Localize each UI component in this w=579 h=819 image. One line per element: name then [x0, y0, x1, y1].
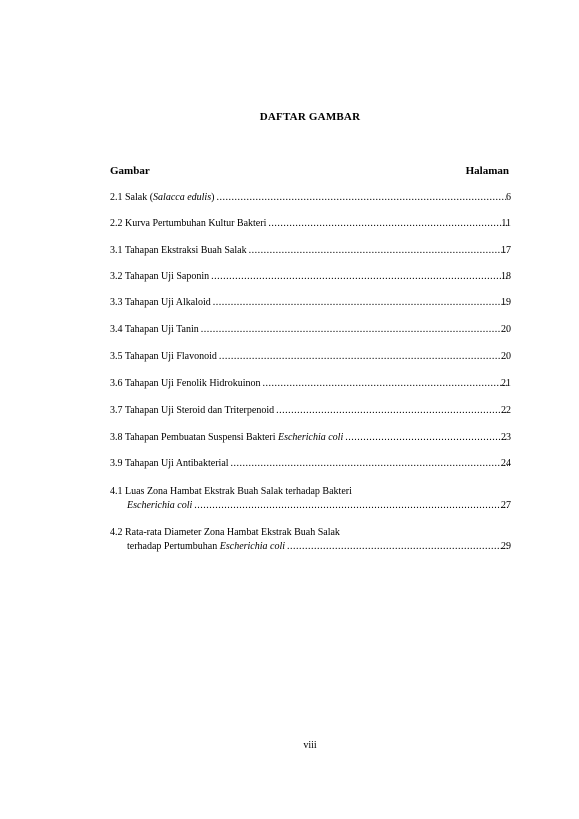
entry-title: 3.6 Tahapan Uji Fenolik Hidrokuinon	[110, 378, 261, 389]
toc-entry	[110, 431, 510, 445]
toc-entry	[110, 404, 510, 418]
entry-page-number: 29	[501, 541, 511, 552]
entry-title: 3.4 Tahapan Uji Tanin	[110, 324, 199, 335]
entry-title: 3.1 Tahapan Ekstraksi Buah Salak	[110, 245, 247, 256]
entry-title: 2.2 Kurva Pertumbuhan Kultur Bakteri	[110, 218, 267, 229]
leader-dots	[194, 499, 508, 513]
entry-page-number: 21	[501, 378, 511, 389]
toc-entry	[110, 191, 510, 205]
toc-entry	[110, 457, 510, 471]
toc-entry	[110, 485, 510, 513]
leader-dots	[263, 377, 509, 391]
toc-entry	[110, 244, 510, 258]
leader-dots	[201, 323, 508, 337]
entry-page-number: 17	[501, 245, 511, 256]
page-title: DAFTAR GAMBAR	[259, 111, 361, 123]
column-header-figure: Gambar	[110, 165, 150, 177]
entry-page-number: 18	[501, 271, 511, 282]
entry-page-number: 20	[501, 351, 511, 362]
toc-entry	[110, 323, 510, 337]
entry-title-line1: 4.1 Luas Zona Hambat Ekstrak Buah Salak terhadap Bakteri	[110, 486, 352, 497]
leader-dots	[219, 350, 508, 364]
entry-page-number: 11	[501, 218, 511, 229]
leader-dots	[211, 270, 508, 284]
toc-entry	[110, 377, 510, 391]
entry-title: 3.7 Tahapan Uji Steroid dan Triterpenoid	[110, 405, 275, 416]
entry-title: 3.3 Tahapan Uji Alkaloid	[110, 297, 211, 308]
leader-dots	[268, 217, 508, 231]
toc-entry	[110, 270, 510, 284]
toc-entry	[110, 526, 510, 554]
entry-title: 3.9 Tahapan Uji Antibakterial	[110, 458, 229, 469]
column-header-page: Halaman	[465, 165, 509, 177]
entry-title: 3.8 Tahapan Pembuatan Suspensi Bakteri Escherichia coli	[110, 432, 344, 443]
leader-dots	[249, 244, 508, 258]
entry-page-number: 20	[501, 324, 511, 335]
toc-entry	[110, 217, 510, 231]
leader-dots	[216, 191, 508, 205]
leader-dots	[213, 296, 508, 310]
leader-dots	[231, 457, 508, 471]
entry-page-number: 19	[501, 297, 511, 308]
toc-entry	[110, 296, 510, 310]
entry-title: 3.5 Tahapan Uji Flavonoid	[110, 351, 217, 362]
toc-entry	[110, 350, 510, 364]
page-number-footer: viii	[303, 740, 317, 751]
leader-dots	[276, 404, 508, 418]
entry-page-number: 27	[501, 500, 511, 511]
entry-page-number: 24	[501, 458, 511, 469]
leader-dots	[345, 431, 508, 445]
leader-dots	[287, 540, 508, 554]
entry-title-line2: Escherichia coli	[127, 500, 193, 511]
entry-title: 3.2 Tahapan Uji Saponin	[110, 271, 210, 282]
entry-title-line1: 4.2 Rata-rata Diameter Zona Hambat Ekstrak Buah Salak	[110, 527, 340, 538]
entry-page-number: 22	[501, 405, 511, 416]
entry-title: 2.1 Salak (Salacca edulis)	[110, 192, 215, 203]
entry-title-line2: terhadap Pertumbuhan Escherichia coli	[127, 541, 286, 552]
entry-page-number: 23	[501, 432, 511, 443]
entry-page-number: 6	[506, 192, 511, 203]
